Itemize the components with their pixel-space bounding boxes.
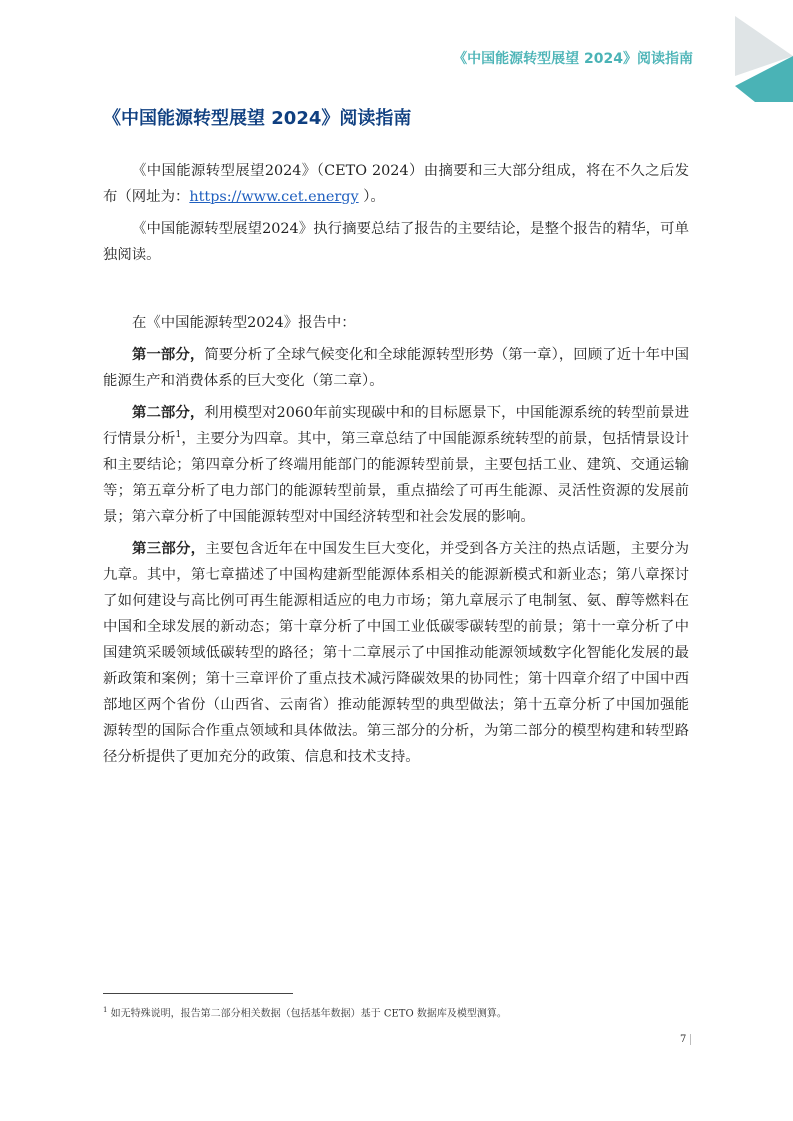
part-three-text: 主要包含近年在中国发生巨大变化，并受到各方关注的热点话题，主要分为九章。其中，第七章描述了中国构建新型能源体系相关的能源新模式和新业态；第八章探讨了如何建设与高比例可再生能源相适应的电力市场；第九章展示了电制氢、氨、醇等燃料在中国和全球发展的新动态；第十章分析了中国工业低碳零碳转型的前景；第十一章分析了中国建筑采暖领域低碳转型的路径；第十二章展示了中国推动能源领域数字化智能化发展的最新政策和案例；第十三章评价了重点技术减污降碳效果的协同性；第十四章介绍了中国中西部地区两个省份（山西省、云南省）推动能源转型的典型做法；第十五章分析了中国加强能源转型的国际合作重点领域和具体做法。第三部分的分析，为第二部分的模型构建和转型路径分析提供了更加充分的政策、信息和技术支持。: [103, 541, 689, 765]
part-one-text: 简要分析了全球气候变化和全球能源转型形势（第一章），回顾了近十年中国能源生产和消费体系的巨大变化（第二章）。: [103, 347, 689, 389]
paragraph-parts-intro: 在《中国能源转型2024》报告中：: [132, 315, 356, 331]
running-header: 《中国能源转型展望 2024》阅读指南: [453, 51, 693, 67]
page-title: 《中国能源转型展望 2024》阅读指南: [103, 108, 412, 129]
part-two-label: 第二部分，: [132, 404, 205, 421]
part-two-text-a: 利用模型对2060年前实现碳中和的目标愿景下，中国能源系统的转型前景进行情景分析: [103, 405, 689, 447]
paragraph-part-three: [103, 536, 689, 770]
part-two-text-b: ，主要分为四章。其中，第三章总结了中国能源系统转型的前景，包括情景设计和主要结论；第四章分析了终端用能部门的能源转型前景，主要包括工业、建筑、交通运输等；第五章分析了电力部门的能源转型前景，重点描绘了可再生能源、灵活性资源的发展前景；第六章分析了中国能源转型对中国经济转型和社会发展的影响。: [103, 431, 689, 525]
paragraph-part-one: [103, 342, 689, 394]
footnote: [103, 1002, 693, 1022]
intro-section: [103, 158, 689, 274]
footnote-reference[interactable]: 1: [175, 430, 182, 441]
footnote-divider: [103, 993, 293, 994]
footnote-text: 如无特殊说明，报告第二部分相关数据（包括基年数据）基于 CETO 数据库及模型测算。: [107, 1008, 507, 1020]
part-one-label: 第一部分，: [132, 346, 205, 363]
paragraph-part-two: [103, 400, 689, 530]
footnote-marker: 1: [103, 1006, 108, 1014]
paragraph-intro-tail: ）。: [358, 189, 385, 205]
corner-decoration-icon: [735, 16, 793, 102]
parts-section: [103, 310, 689, 776]
website-link[interactable]: https://www.cet.energy: [189, 189, 359, 205]
paragraph-intro: [103, 158, 689, 210]
paragraph-intro-text: 《中国能源转型展望2024》（CETO 2024）由摘要和三大部分组成，将在不久之后发布（网址为：: [103, 163, 689, 205]
part-three-label: 第三部分，: [132, 540, 206, 557]
paragraph-summary: 《中国能源转型展望2024》执行摘要总结了报告的主要结论，是整个报告的精华，可单独阅读。: [103, 221, 689, 263]
page-number: 7: [680, 1034, 691, 1045]
